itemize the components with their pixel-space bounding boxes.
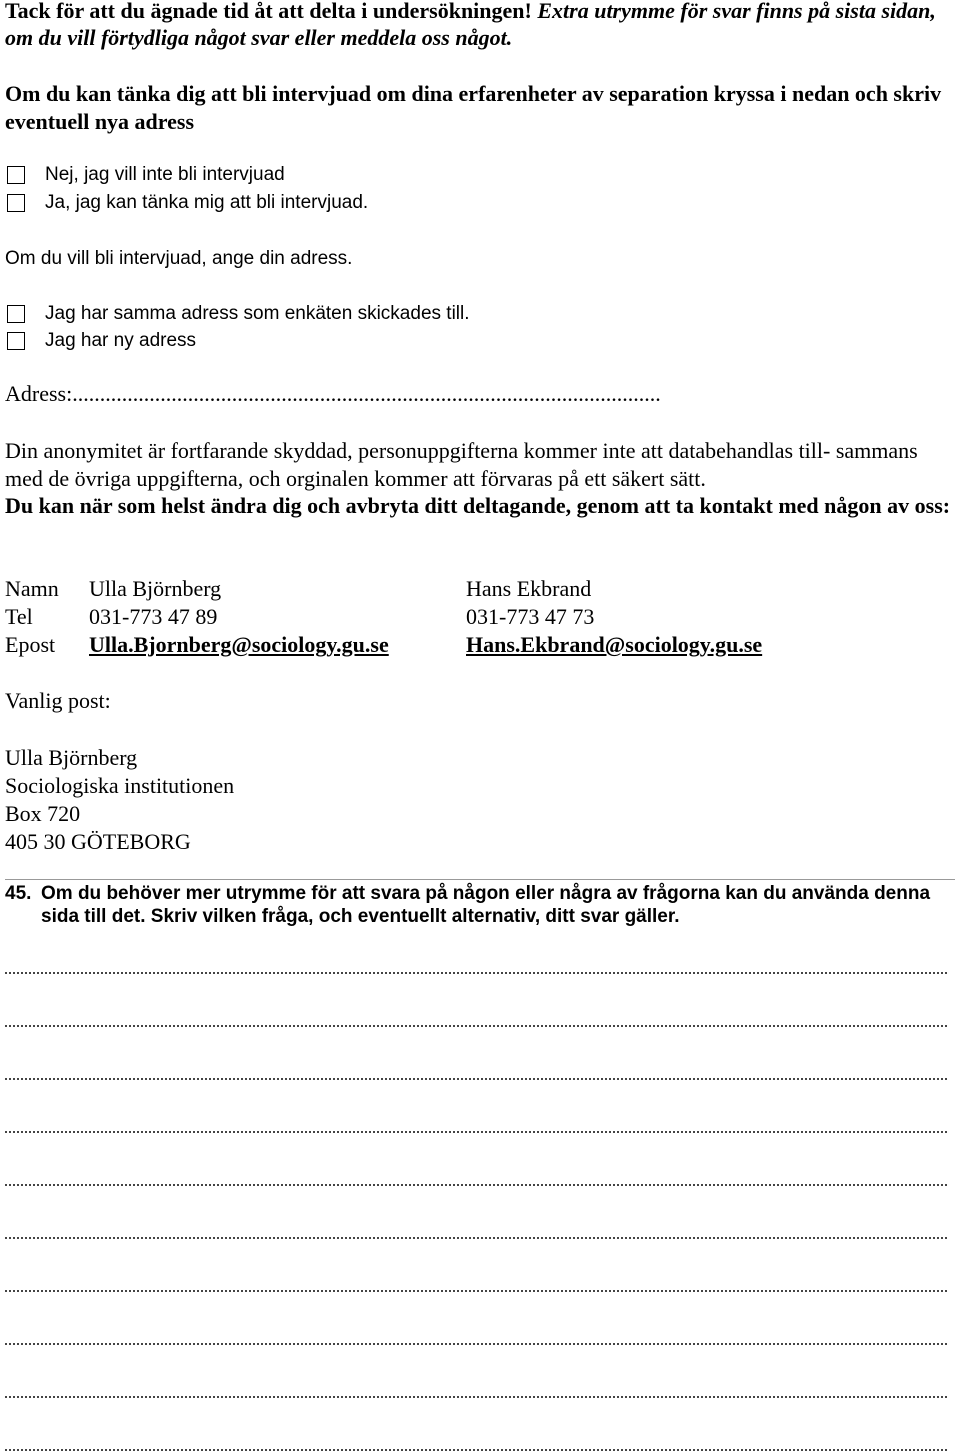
- contact-b-phone: 031-773 47 73: [466, 604, 595, 629]
- answer-line[interactable]: [5, 1131, 947, 1133]
- option-label: Jag har samma adress som enkäten skickades till.: [45, 303, 470, 324]
- answer-line[interactable]: [5, 1290, 947, 1292]
- intro-extra-space-note: Extra utrymme för svar finns på sista sidan, om du vill förtydliga något svar eller meddela oss något.: [5, 0, 936, 50]
- row-label: Epost: [5, 632, 56, 657]
- contact-b-name: Hans Ekbrand: [466, 576, 592, 601]
- answer-line[interactable]: [5, 1343, 947, 1345]
- answer-line[interactable]: [5, 1078, 947, 1080]
- option-yes-interview[interactable]: [7, 190, 368, 216]
- postal-line: Sociologiska institutionen: [5, 773, 235, 798]
- contact-a-email-link[interactable]: Ulla.Bjornberg@sociology.gu.se: [89, 632, 389, 657]
- postal-line: 405 30 GÖTEBORG: [5, 829, 191, 854]
- option-label: Ja, jag kan tänka mig att bli intervjuad.: [45, 192, 369, 213]
- option-label: Jag har ny adress: [45, 330, 197, 351]
- option-label: Nej, jag vill inte bli intervjuad: [45, 164, 285, 185]
- address-field[interactable]: [5, 381, 661, 407]
- contact-a-phone: 031-773 47 89: [89, 604, 218, 629]
- postal-line: Box 720: [5, 801, 81, 826]
- contact-b-email-link[interactable]: Hans.Ekbrand@sociology.gu.se: [466, 632, 763, 657]
- contact-a-name: Ulla Björnberg: [89, 576, 222, 601]
- question-45: [5, 882, 955, 928]
- question-number: 45.: [5, 883, 32, 904]
- option-no-interview[interactable]: [7, 162, 285, 188]
- intro-text: [5, 0, 955, 51]
- option-new-address[interactable]: [7, 328, 196, 354]
- address-fill-line: ...........................................................................................................: [72, 381, 661, 406]
- answer-line[interactable]: [5, 1449, 947, 1451]
- checkbox[interactable]: [7, 332, 25, 350]
- postal-address: [5, 744, 234, 856]
- answer-line[interactable]: [5, 1396, 947, 1398]
- option-same-address[interactable]: [7, 301, 470, 327]
- row-label: Namn: [5, 576, 59, 601]
- question-text: Om du behöver mer utrymme för att svara på någon eller några av frågorna kan du använda denna sida till det. Skriv vilken fråga, och eventuellt alternativ, ditt svar gäller.: [41, 883, 931, 927]
- answer-line[interactable]: [5, 1237, 947, 1239]
- interview-question: Om du kan tänka dig att bli intervjuad om dina erfarenheter av separation kryssa i nedan och skriv eventuell nya adress: [5, 81, 942, 134]
- postal-line: Ulla Björnberg: [5, 745, 138, 770]
- answer-line[interactable]: [5, 1184, 947, 1186]
- intro-thanks: Tack för att du ägnade tid åt att delta i undersökningen!: [5, 0, 532, 23]
- privacy-notice: Din anonymitet är fortfarande skyddad, personuppgifterna kommer inte att databehandlas till- sammans med de övriga uppgifterna, och orginalen kommer att förvaras på ett säkert sätt.: [5, 438, 918, 491]
- checkbox[interactable]: [7, 166, 25, 184]
- row-label: Tel: [5, 604, 33, 629]
- checkbox[interactable]: [7, 305, 25, 323]
- section-divider: [5, 879, 955, 880]
- address-label: Adress:: [5, 381, 73, 406]
- contact-instructions: Du kan när som helst ändra dig och avbryta ditt deltagande, genom att ta kontakt med någon av oss:: [5, 493, 951, 518]
- answer-line[interactable]: [5, 1025, 947, 1027]
- postal-label: Vanlig post:: [5, 688, 111, 713]
- address-prompt: Om du vill bli intervjuad, ange din adress.: [5, 248, 353, 269]
- answer-line[interactable]: [5, 972, 947, 974]
- checkbox[interactable]: [7, 194, 25, 212]
